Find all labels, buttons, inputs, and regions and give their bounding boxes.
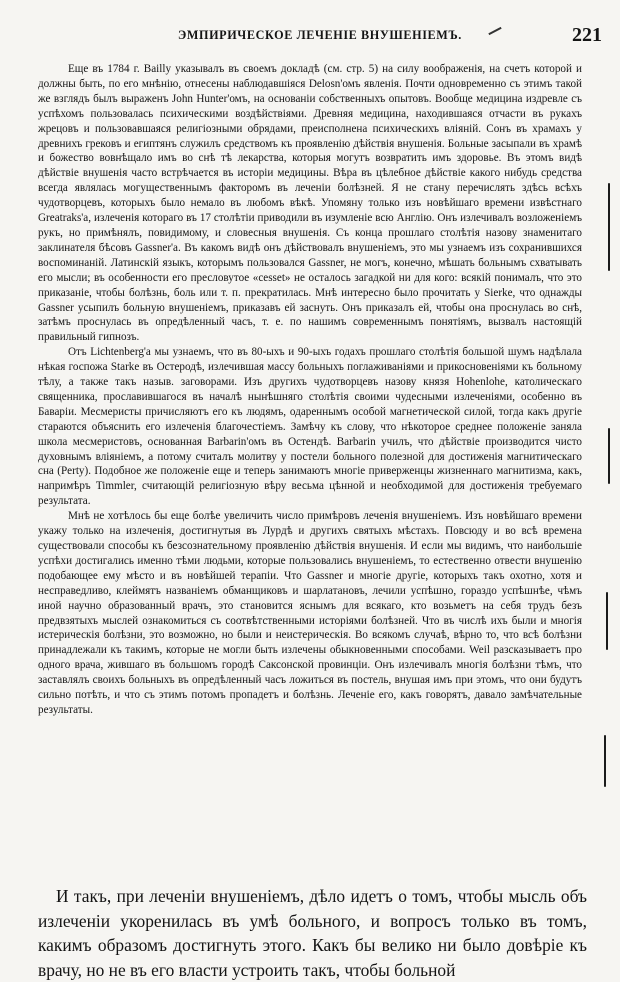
margin-mark [608, 428, 610, 484]
margin-mark [604, 735, 606, 787]
body-text [38, 62, 582, 718]
page-number: 221 [572, 24, 602, 46]
running-header [38, 24, 602, 50]
paragraph-history: Еще въ 1784 г. Bailly указывалъ въ своемъ докладѣ (см. стр. 5) на силу воображенія, на счетъ которой и должны быть, по его мнѣнію, отнесены наблюдавшіяся Delosn'омъ явленія. Почти одновременно съ этимъ такой же взглядъ былъ выраженъ John Hunter'омъ, на основаніи собственныхъ опытовъ. Вообще медицина издревле съ успѣхомъ пользовалась психическими воздѣйствіями. Древняя медицина, находившаяся отчасти въ рукахъ жрецовъ и пользовавшаяся религіозными обрядами, преисполнена психическихъ вліяній. Сонъ въ храмахъ у древнихъ грековъ и египтянъ служилъ средствомъ къ проявленію дѣйствія внушенія. Больные засыпали въ храмѣ и божество вовнѣщало имъ во снѣ тѣ лекарства, которыя могутъ возвратить имъ здоровье. Въ этомъ видѣ дѣйствіе внушенія часто встрѣчается въ исторіи медицины. Вѣра въ цѣлебное дѣйствіе какого нибудь средства всегда являлась могущественнымъ факторомъ въ леченіи болѣзней. Я не стану перечислять здѣсь всѣхъ чудотворцевъ, которыхъ было немало въ любомъ вѣкѣ. Упомяну только изъ новѣйшаго времени извѣстнаго Greatraks'а, излеченія котораго въ 17 столѣтіи приводили въ изумленіе всю Англію. Онъ излечивалъ возложеніемъ рукъ, но примѣнялъ, повидимому, и словесныя внушенія. Съ конца прошлаго столѣтія назову знаменитаго заклинателя бѣсовъ Gassner'а. Въ какомъ видѣ онъ дѣйствовалъ внушеніемъ, это мы узнаемъ изъ сохранившихся воспоминаній. Латинскій языкъ, которымъ пользовался Gassner, не могъ, конечно, мѣшать больнымъ схватывать его мысли; въ особенности его пресловутое «cesset» не осталось загадкой ни для кого: всякій понималъ, что это приказаніе, чтобы болѣзнь, боль или т. п. прекратилась. Мнѣ интересно было прочитать у Sierke, что однажды Gassner усыпилъ больную внушеніемъ, приказавъ ей заснуть. Онъ приказалъ ей, чтобы она проснулась во снѣ, затѣмъ проснулась въ опредѣленный часъ, т. е. по нашимъ современнымъ понятіямъ, вызвалъ настоящій правильный гипнозъ. [38, 63, 582, 344]
running-title: ЭМПИРИЧЕСКОЕ ЛЕЧЕНІЕ ВНУШЕНІЕМЪ. [178, 28, 462, 42]
margin-mark [608, 183, 610, 271]
paragraph-large: И такъ, при леченіи внушеніемъ, дѣло идетъ о томъ, чтобы мысль объ излеченіи укоренилась въ умѣ больного, и вопросъ только въ томъ, какимъ образомъ достигнуть этого. Какъ бы велико ни было довѣріе къ врачу, но не въ его власти устроить такъ, чтобы больной [38, 886, 587, 980]
paragraph-examples: Мнѣ не хотѣлось бы еще болѣе увеличить число примѣровъ леченія внушеніемъ. Изъ новѣйшаго времени укажу только на излеченія, достигнутыя въ Лурдѣ и другихъ святыхъ мѣстахъ. Повсюду и во всѣ времена существовали способы къ безсознательному проявленію дѣйствія внушенія. И если мы видимъ, что наибольшіе успѣхи достигались именно тѣми людьми, которые пользовались внушеніемъ, то естественно отвести внушенію подобающее ему мѣсто и въ новѣйшей терапіи. Что Gassner и многіе другіе, которыхъ такъ охотно, хотя и несправедливо, клеймятъ названіемъ обманщиковъ и шарлатановъ, лечили успѣшно, гораздо успѣшнѣе, чѣмъ иной научно образованный врачъ, это становится яснымъ для всякаго, кто возьметъ на себя трудъ безъ предвзятыхъ мыслей ознакомиться съ соотвѣтственными исторіями болѣзней. Что въ числѣ ихъ были и многія истерическія болѣзни, это возможно, но были и неистерическія. Во всякомъ случаѣ, вѣрно то, что всѣ болѣзни принадлежали къ такимъ, которые не могли быть излечены обыкновенными способами. Weil разсказываетъ про одного врача, жившаго въ большомъ городѣ Саксонской провинціи. Онъ излечивалъ многія болѣзни тѣмъ, что заставлялъ своихъ больныхъ въ опредѣленный часъ ложиться въ постель, внушая имъ при этомъ, что они будутъ сильно потѣть, и что съ этимъ потомъ пропадетъ и болѣзнь. Леченіе его, какъ говорятъ, давало замѣчательные результаты. [38, 510, 582, 716]
paragraph-healers: Отъ Lichtenberg'а мы узнаемъ, что въ 80-ыхъ и 90-ыхъ годахъ прошлаго столѣтія большой шумъ надѣлала нѣкая госпожа Starke въ Остеродѣ, излечившая массу больныхъ поглаживаніями и прикосновеніями къ больному тѣлу, а также такъ назыв. заговорами. Изъ другихъ чудотворцевъ назову князя Hohenlohe, католическаго священника, прославившагося въ началѣ нынѣшняго столѣтія своими чудесными излеченіями, особенно въ Баваріи. Месмеристы причисляютъ его къ людямъ, одареннымъ особой магнетической силой, тогда какъ другіе стараются объяснить его излеченія благочестіемъ. Замѣчу къ слову, что нѣкоторое среднее положеніе заняла школа месмеристовъ, основанная Barbarin'омъ въ Остендѣ. Barbarin училъ, что дѣйствіе производится чисто духовнымъ вліяніемъ, а потому считалъ молитву у постели больного полезной для достиженія магнитическаго сна (Perty). Подобное же положеніе еще и теперь занимаютъ многіе приверженцы жизненнаго магнитизма, какъ, напримѣръ Timmler, считающій религіозную вѣру весьма цѣнной и необходимой для достиженія требуемаго результата. [38, 346, 582, 508]
margin-mark [606, 592, 608, 650]
large-print-text [38, 884, 587, 982]
